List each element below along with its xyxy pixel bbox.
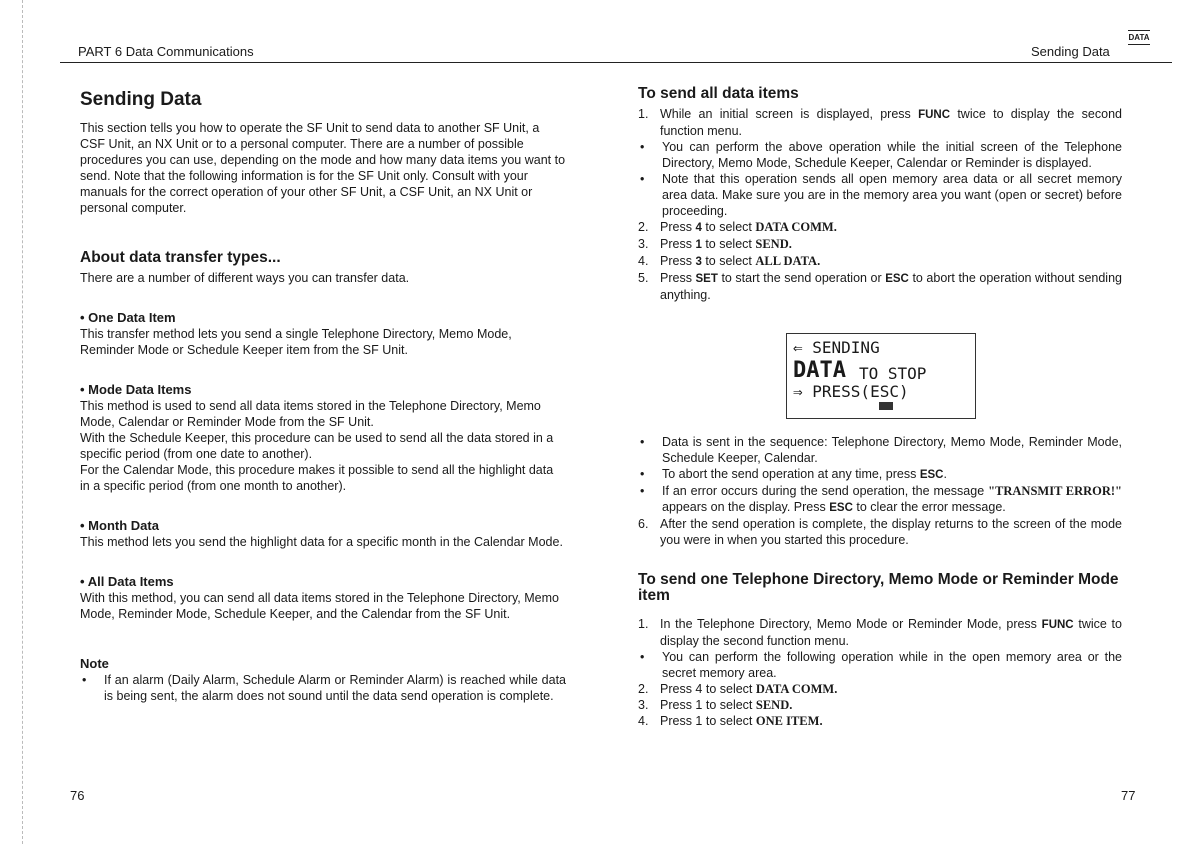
- left-running-header: PART 6 Data Communications: [78, 44, 254, 59]
- right-running-header: Sending Data: [1031, 44, 1110, 59]
- note-item: • If an alarm (Daily Alarm, Schedule Alarm or Reminder Alarm) is reached while data is being sent, the alarm does not sound until the data send operation is complete.: [82, 673, 566, 703]
- send-one-heading: To send one Telephone Directory, Memo Mode or Reminder Mode item: [638, 571, 1119, 604]
- one-step-1-note: • You can perform the following operation while in the open memory area or the secret memory area.: [640, 650, 1122, 680]
- one-step-3: 3. Press 1 to select SEND.: [638, 698, 793, 712]
- header-rule: [60, 62, 1172, 63]
- abort-note: • To abort the send operation at any time, press ESC.: [640, 467, 947, 481]
- right-page-bottom: [638, 434, 1122, 729]
- mode-items-body-3: For the Calendar Mode, this procedure makes it possible to send all the highlight data in a specific period (from one month to another).: [80, 463, 554, 493]
- step-5: 5. Press SET to start the send operation or ESC to abort the operation without sending anything.: [638, 271, 1122, 302]
- intro-paragraph: This section tells you how to operate the SF Unit to send data to another SF Unit, a CSF Unit, an NX Unit or to a personal computer. There are a number of possible procedures you can use, depending on the mode and how many data items you want to send. Note that the following information is for the SF Unit only. Consult with your manuals for the correct operation of your other SF Unit, a CSF Unit, an NX Unit or personal computer.: [80, 121, 566, 215]
- data-transfer-icon: DATA: [1124, 30, 1154, 58]
- sequence-note: • Data is sent in the sequence: Telephone Directory, Memo Mode, Reminder Mode, Schedule Keeper, Calendar.: [640, 435, 1122, 465]
- one-item-body: This transfer method lets you send a single Telephone Directory, Memo Mode, Reminder Mode or Schedule Keeper item from the SF Unit.: [80, 327, 512, 357]
- lcd-fn-indicator: [879, 402, 893, 410]
- step-6: 6. After the send operation is complete, the display returns to the screen of the mode you were in when you started this procedure.: [638, 517, 1122, 547]
- step-4: 4. Press 3 to select ALL DATA.: [638, 254, 821, 268]
- mode-items-body-1: This method is used to send all data items stored in the Telephone Directory, Memo Mode, Calendar or Reminder Mode from the SF Unit.: [80, 399, 541, 429]
- note-title: Note: [80, 656, 109, 671]
- step-3: 3. Press 1 to select SEND.: [638, 237, 792, 251]
- one-step-4: 4. Press 1 to select ONE ITEM.: [638, 714, 823, 728]
- page-title: Sending Data: [80, 89, 202, 110]
- right-page-top: [638, 86, 1122, 303]
- left-page-number: 76: [70, 788, 85, 803]
- mode-items-title: • Mode Data Items: [80, 382, 192, 397]
- one-step-1: 1. In the Telephone Directory, Memo Mode or Reminder Mode, press FUNC twice to display the second function menu.: [638, 617, 1122, 648]
- lcd-display: [786, 333, 976, 419]
- lcd-data-icon: DATA: [793, 358, 846, 383]
- all-items-body: With this method, you can send all data items stored in the Telephone Directory, Memo Mode, Reminder Mode, Schedule Keeper, and the Calendar from the SF Unit.: [80, 591, 559, 621]
- one-item-title: • One Data Item: [80, 310, 176, 325]
- month-data-body: This method lets you send the highlight data for a specific month in the Calendar Mode.: [80, 535, 563, 549]
- func-key: FUNC: [918, 109, 951, 121]
- step-1-note-2: • Note that this operation sends all open memory area data or all secret memory area data. Make sure you are in the memory area you want (open or secret) before proceeding.: [640, 172, 1122, 218]
- all-items-title: • All Data Items: [80, 574, 174, 589]
- left-page: [80, 89, 566, 704]
- types-intro: There are a number of different ways you can transfer data.: [80, 271, 410, 285]
- step-1-note-1: • You can perform the above operation while the initial screen of the Telephone Directory, Memo Mode, Schedule Keeper, Calendar or Reminder is displayed.: [640, 140, 1122, 170]
- lcd-line-1: ⇐ SENDING: [793, 338, 880, 357]
- step-1: 1. While an initial screen is displayed, press FUNC twice to display the second function menu.: [638, 107, 1122, 138]
- mode-items-body-2: With the Schedule Keeper, this procedure can be used to send all the data stored in a specific period (from one date to another).: [80, 431, 554, 461]
- lcd-line-2: TO STOP: [859, 364, 927, 383]
- right-page-number: 77: [1121, 788, 1136, 803]
- month-data-title: • Month Data: [80, 518, 159, 533]
- lcd-line-3: ⇒ PRESS(ESC): [793, 382, 909, 401]
- binding-edge: [0, 0, 23, 844]
- one-step-2: 2. Press 4 to select DATA COMM.: [638, 682, 838, 696]
- error-note: • If an error occurs during the send operation, the message "TRANSMIT ERROR!" appears on the display. Press ESC to clear the error message.: [640, 484, 1122, 514]
- step-2: 2. Press 4 to select DATA COMM.: [638, 220, 837, 234]
- types-heading: About data transfer types...: [80, 249, 281, 266]
- send-all-heading: To send all data items: [638, 85, 799, 102]
